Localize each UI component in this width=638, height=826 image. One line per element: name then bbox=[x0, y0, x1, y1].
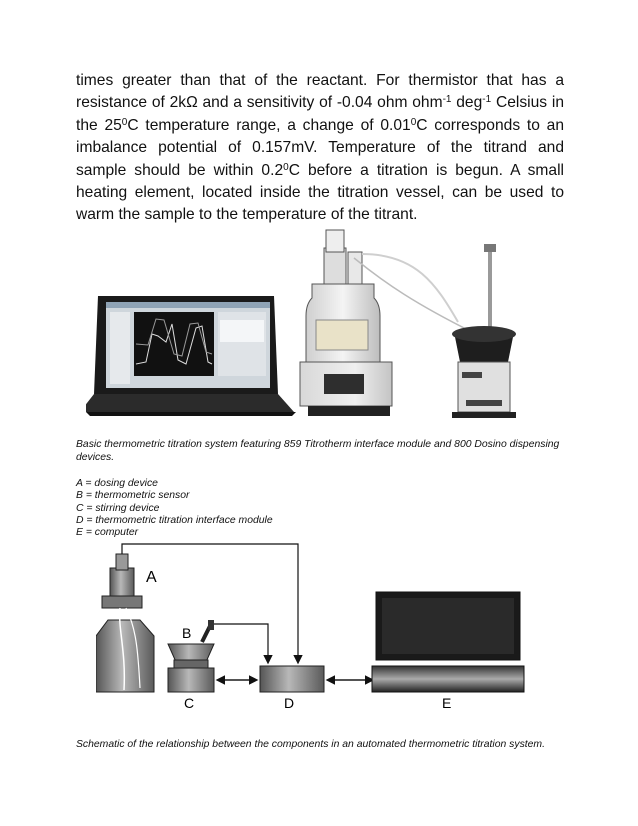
laptop bbox=[86, 296, 296, 416]
titration-stand bbox=[452, 244, 516, 418]
figure-caption-photo: Basic thermometric titration system featuring 859 Titrotherm interface module and 800 Dosino dispensing devices. bbox=[76, 439, 560, 463]
schematic-diagram bbox=[96, 540, 536, 710]
superscript: -1 bbox=[442, 94, 452, 106]
body-paragraph bbox=[76, 70, 564, 227]
legend-item-e: E = computer bbox=[76, 527, 139, 539]
superscript: -1 bbox=[482, 94, 492, 106]
superscript: 0 bbox=[121, 116, 128, 128]
text-run: Celsius in the 25 bbox=[76, 94, 564, 134]
schematic-label-c: C bbox=[184, 695, 195, 710]
computer-shape bbox=[372, 592, 524, 692]
interface-module-shape bbox=[260, 666, 324, 692]
text-run: times greater than that of the reactant. For thermistor that has a resistance of 2kΩ and a sensitivity of -0.04 ohm ohm bbox=[76, 72, 564, 112]
legend-item-b: B = thermometric sensor bbox=[76, 490, 190, 502]
text-run: C corresponds to an imbalance potential of 0.157mV. Temperature of the titrand and sample should be within 0.2 bbox=[76, 116, 565, 179]
schematic-label-b: B bbox=[182, 625, 192, 641]
schematic-label-d: D bbox=[284, 695, 295, 710]
text-run: C temperature range, a change of 0.01 bbox=[127, 116, 411, 134]
text-run: C before a titration is begun. A small heating element, located inside the titration vessel, can be used to warm the sample to the temperature of the titrant. bbox=[76, 161, 564, 224]
schematic-label-e: E bbox=[442, 695, 452, 710]
schematic-label-a: A bbox=[146, 569, 157, 586]
dosing-unit bbox=[300, 230, 392, 416]
equipment-photo bbox=[86, 224, 556, 430]
legend-item-a: A = dosing device bbox=[76, 478, 158, 489]
superscript: 0 bbox=[410, 116, 417, 128]
legend-item-d: D = thermometric titration interface module bbox=[76, 514, 273, 526]
superscript: 0 bbox=[283, 161, 289, 173]
text-run: deg bbox=[451, 94, 483, 112]
legend-item-c: C = stirring device bbox=[76, 502, 160, 514]
connector-b-d bbox=[214, 624, 268, 662]
figure-caption-schematic: Schematic of the relationship between the components in an automated thermometric titration system. bbox=[76, 739, 545, 750]
legend-list bbox=[76, 478, 273, 539]
